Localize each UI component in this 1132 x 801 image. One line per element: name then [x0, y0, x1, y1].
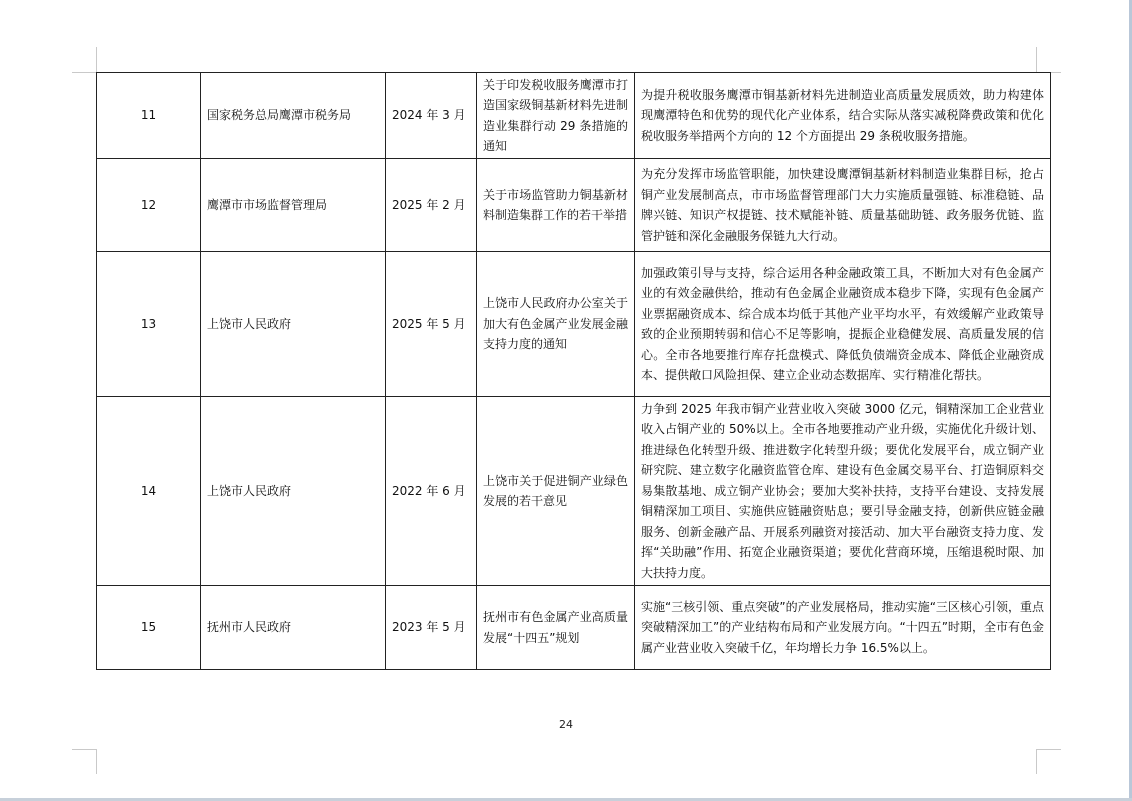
- issue-date: 2025 年 5 月: [386, 252, 477, 397]
- policy-content: 力争到 2025 年我市铜产业营业收入突破 3000 亿元，铜精深加工企业营业收入占铜产业的 50%以上。全市各地要推动产业升级，实施优化升级计划、推进绿色化转型升级、推进数字化转型升级；要优化发展平台，成立铜产业研究院、建立数字化融资监管仓库、建设有色金属交易平台、打造铜原料交易集散基地、成立铜产业协会；要加大奖补扶持，支持平台建设、支持发展铜精深加工项目、实施供应链融资贴息；要引导金融支持，创新供应链金融服务、创新金融产品、开展系列融资对接活动、加大平台融资支持力度、发挥“关助融”作用、拓宽企业融资渠道；要优化营商环境，压缩退税时限、加大扶持力度。: [635, 397, 1051, 586]
- issue-date: 2024 年 3 月: [386, 73, 477, 159]
- row-number: 12: [97, 159, 201, 252]
- issuing-authority: 抚州市人民政府: [201, 586, 386, 670]
- policy-title: 上饶市关于促进铜产业绿色发展的若干意见: [477, 397, 635, 586]
- policy-title: 关于市场监管助力铜基新材料制造集群工作的若干举措: [477, 159, 635, 252]
- policy-title: 抚州市有色金属产业高质量发展“十四五”规划: [477, 586, 635, 670]
- issuing-authority: 上饶市人民政府: [201, 252, 386, 397]
- table-row: [97, 73, 1051, 159]
- policy-content: 实施“三核引领、重点突破”的产业发展格局，推动实施“三区核心引领，重点突破精深加工”的产业结构布局和产业发展方向。“十四五”时期，全市有色金属产业营业收入突破千亿，年均增长力争 16.5%以上。: [635, 586, 1051, 670]
- row-number: 14: [97, 397, 201, 586]
- crop-mark-top-left-h: [72, 72, 96, 73]
- table-row: [97, 397, 1051, 586]
- row-number: 15: [97, 586, 201, 670]
- row-number: 11: [97, 73, 201, 159]
- row-number: 13: [97, 252, 201, 397]
- table-row: [97, 159, 1051, 252]
- issuing-authority: 上饶市人民政府: [201, 397, 386, 586]
- issuing-authority: 国家税务总局鹰潭市税务局: [201, 73, 386, 159]
- policy-content: 加强政策引导与支持，综合运用各种金融政策工具，不断加大对有色金属产业的有效金融供给，推动有色金属企业融资成本稳步下降，实现有色金属产业票据融资成本、综合成本均低于其他产业平均水平，有效缓解产业政策导致的企业预期转弱和信心不足等影响，提振企业稳健发展、高质量发展的信心。全市各地要推行库存托盘模式、降低负债端资金成本、降低企业融资成本、提供敞口风险担保、建立企业动态数据库、实行精准化帮扶。: [635, 252, 1051, 397]
- table-row: [97, 586, 1051, 670]
- crop-mark-top-right-v: [1036, 47, 1037, 72]
- policy-content: 为充分发挥市场监管职能，加快建设鹰潭铜基新材料制造业集群目标，抢占铜产业发展制高点，市市场监督管理部门大力实施质量强链、标准稳链、品牌兴链、知识产权提链、技术赋能补链、质量基础助链、政务服务优链、监管护链和深化金融服务保链九大行动。: [635, 159, 1051, 252]
- crop-mark-bottom-left-h: [72, 749, 96, 750]
- page-number: 24: [559, 718, 573, 731]
- crop-mark-bottom-right-h: [1037, 749, 1061, 750]
- crop-mark-bottom-left-v: [96, 749, 97, 774]
- issuing-authority: 鹰潭市市场监督管理局: [201, 159, 386, 252]
- issue-date: 2022 年 6 月: [386, 397, 477, 586]
- policy-table: [96, 72, 1051, 670]
- policy-title: 上饶市人民政府办公室关于加大有色金属产业发展金融支持力度的通知: [477, 252, 635, 397]
- policy-title: 关于印发税收服务鹰潭市打造国家级铜基新材料先进制造业集群行动 29 条措施的通知: [477, 73, 635, 159]
- issue-date: 2023 年 5 月: [386, 586, 477, 670]
- issue-date: 2025 年 2 月: [386, 159, 477, 252]
- policy-content: 为提升税收服务鹰潭市铜基新材料先进制造业高质量发展质效，助力构建体现鹰潭特色和优势的现代化产业体系，结合实际从落实减税降费政策和优化税收服务举措两个方向的 12 个方面提出 29 条税收服务措施。: [635, 73, 1051, 159]
- table-row: [97, 252, 1051, 397]
- crop-mark-bottom-right-v: [1036, 749, 1037, 774]
- crop-mark-top-left-v: [96, 47, 97, 72]
